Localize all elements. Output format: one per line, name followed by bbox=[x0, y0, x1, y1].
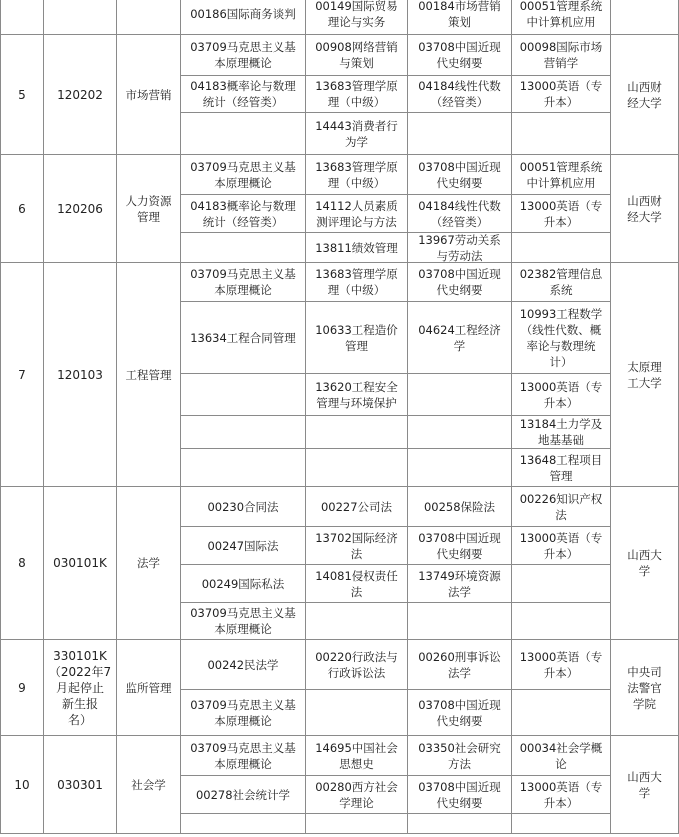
major-name-cell bbox=[117, 0, 181, 35]
course-cell: 00249国际私法 bbox=[181, 565, 306, 603]
index-cell: 8 bbox=[0, 487, 44, 640]
index-cell: 10 bbox=[0, 736, 44, 834]
course-cell: 13000英语（专 升本） bbox=[512, 776, 611, 814]
course-cell: 13683管理学原 理（中级） bbox=[306, 155, 408, 195]
course-cell bbox=[181, 233, 306, 263]
course-cell: 00227公司法 bbox=[306, 487, 408, 527]
course-cell bbox=[306, 449, 408, 487]
course-cell: 00186国际商务谈判 bbox=[181, 0, 306, 35]
course-cell: 03709马克思主义基 本原理概论 bbox=[181, 603, 306, 640]
course-cell: 00098国际市场 营销学 bbox=[512, 35, 611, 76]
course-cell: 13811绩效管理 bbox=[306, 233, 408, 263]
course-cell: 04184线性代数 （经管类） bbox=[408, 76, 512, 113]
course-cell bbox=[181, 416, 306, 449]
course-cell: 03708中国近现 代史纲要 bbox=[408, 155, 512, 195]
course-cell: 03708中国近现 代史纲要 bbox=[408, 527, 512, 565]
school-cell: 太原理 工大学 bbox=[611, 263, 679, 487]
course-cell: 00260刑事诉讼 法学 bbox=[408, 640, 512, 690]
course-cell: 14695中国社会 思想史 bbox=[306, 736, 408, 776]
course-cell: 03709马克思主义基 本原理概论 bbox=[181, 690, 306, 736]
course-cell bbox=[512, 233, 611, 263]
course-cell: 14081侵权责任 法 bbox=[306, 565, 408, 603]
major-code-cell: 330101K （2022年7 月起停止 新生报 名） bbox=[44, 640, 117, 736]
course-cell: 03350社会研究 方法 bbox=[408, 736, 512, 776]
course-cell: 03709马克思主义基 本原理概论 bbox=[181, 155, 306, 195]
course-cell: 03708中国近现 代史纲要 bbox=[408, 776, 512, 814]
course-cell: 03709马克思主义基 本原理概论 bbox=[181, 736, 306, 776]
course-cell: 13683管理学原 理（中级） bbox=[306, 76, 408, 113]
course-cell: 03708中国近现 代史纲要 bbox=[408, 690, 512, 736]
index-cell: 9 bbox=[0, 640, 44, 736]
course-cell bbox=[408, 374, 512, 416]
school-cell bbox=[611, 0, 679, 35]
major-name-cell: 监所管理 bbox=[117, 640, 181, 736]
index-cell: 5 bbox=[0, 35, 44, 155]
course-cell: 00051管理系统 中计算机应用 bbox=[512, 0, 611, 35]
course-cell: 13702国际经济 法 bbox=[306, 527, 408, 565]
course-cell bbox=[408, 416, 512, 449]
course-cell: 04184线性代数 （经管类） bbox=[408, 195, 512, 233]
course-cell: 13000英语（专 升本） bbox=[512, 374, 611, 416]
major-name-cell: 社会学 bbox=[117, 736, 181, 834]
course-cell: 00247国际法 bbox=[181, 527, 306, 565]
major-code-cell: 120202 bbox=[44, 35, 117, 155]
course-cell bbox=[181, 814, 306, 834]
school-cell: 山西大 学 bbox=[611, 487, 679, 640]
course-cell: 13620工程安全 管理与环境保护 bbox=[306, 374, 408, 416]
course-cell: 13634工程合同管理 bbox=[181, 302, 306, 374]
course-cell bbox=[181, 449, 306, 487]
major-name-cell: 法学 bbox=[117, 487, 181, 640]
course-cell: 13000英语（专 升本） bbox=[512, 527, 611, 565]
major-code-cell: 120206 bbox=[44, 155, 117, 263]
course-cell: 00278社会统计学 bbox=[181, 776, 306, 814]
course-cell: 13000英语（专 升本） bbox=[512, 76, 611, 113]
major-code-cell: 030101K bbox=[44, 487, 117, 640]
school-cell: 山西财 经大学 bbox=[611, 155, 679, 263]
course-cell: 14443消费者行 为学 bbox=[306, 113, 408, 155]
course-cell: 10993工程数学 （线性代数、概 率论与数理统 计） bbox=[512, 302, 611, 374]
index-cell: 7 bbox=[0, 263, 44, 487]
course-cell: 00242民法学 bbox=[181, 640, 306, 690]
course-cell bbox=[181, 374, 306, 416]
school-cell: 山西财 经大学 bbox=[611, 35, 679, 155]
course-cell bbox=[408, 603, 512, 640]
course-cell: 02382管理信息 系统 bbox=[512, 263, 611, 302]
course-cell: 03708中国近现 代史纲要 bbox=[408, 263, 512, 302]
major-code-cell: 120103 bbox=[44, 263, 117, 487]
major-code-cell: 030301 bbox=[44, 736, 117, 834]
course-cell: 00230合同法 bbox=[181, 487, 306, 527]
course-cell bbox=[512, 603, 611, 640]
course-cell: 04624工程经济 学 bbox=[408, 302, 512, 374]
course-cell: 13000英语（专 升本） bbox=[512, 195, 611, 233]
course-cell: 13749环境资源 法学 bbox=[408, 565, 512, 603]
major-code-cell bbox=[44, 0, 117, 35]
course-cell: 13683管理学原 理（中级） bbox=[306, 263, 408, 302]
course-cell: 00149国际贸易 理论与实务 bbox=[306, 0, 408, 35]
index-cell: 6 bbox=[0, 155, 44, 263]
course-cell: 14112人员素质 测评理论与方法 bbox=[306, 195, 408, 233]
course-cell bbox=[408, 814, 512, 834]
course-cell: 13000英语（专 升本） bbox=[512, 640, 611, 690]
course-cell: 10633工程造价 管理 bbox=[306, 302, 408, 374]
course-cell bbox=[306, 416, 408, 449]
course-cell: 03709马克思主义基 本原理概论 bbox=[181, 35, 306, 76]
major-name-cell: 工程管理 bbox=[117, 263, 181, 487]
course-cell: 03709马克思主义基 本原理概论 bbox=[181, 263, 306, 302]
course-cell: 00051管理系统 中计算机应用 bbox=[512, 155, 611, 195]
course-cell bbox=[306, 690, 408, 736]
course-cell bbox=[408, 113, 512, 155]
course-cell: 00258保险法 bbox=[408, 487, 512, 527]
course-cell bbox=[512, 565, 611, 603]
course-cell bbox=[306, 603, 408, 640]
course-cell: 00184市场营销 策划 bbox=[408, 0, 512, 35]
course-cell: 13648工程项目 管理 bbox=[512, 449, 611, 487]
course-cell: 03708中国近现 代史纲要 bbox=[408, 35, 512, 76]
course-cell: 00908网络营销 与策划 bbox=[306, 35, 408, 76]
school-cell: 中央司 法警官 学院 bbox=[611, 640, 679, 736]
course-cell bbox=[512, 113, 611, 155]
course-cell bbox=[181, 113, 306, 155]
course-cell: 00220行政法与 行政诉讼法 bbox=[306, 640, 408, 690]
course-cell bbox=[408, 449, 512, 487]
course-cell: 00280西方社会 学理论 bbox=[306, 776, 408, 814]
course-cell: 04183概率论与数理 统计（经管类） bbox=[181, 76, 306, 113]
course-cell bbox=[512, 814, 611, 834]
course-cell: 00034社会学概 论 bbox=[512, 736, 611, 776]
course-cell: 00226知识产权 法 bbox=[512, 487, 611, 527]
major-name-cell: 市场营销 bbox=[117, 35, 181, 155]
course-cell: 13967劳动关系 与劳动法 bbox=[408, 233, 512, 263]
course-cell: 04183概率论与数理 统计（经管类） bbox=[181, 195, 306, 233]
course-cell bbox=[512, 690, 611, 736]
course-cell bbox=[306, 814, 408, 834]
index-cell bbox=[0, 0, 44, 35]
major-name-cell: 人力资源 管理 bbox=[117, 155, 181, 263]
course-cell: 13184土力学及 地基基础 bbox=[512, 416, 611, 449]
school-cell: 山西大 学 bbox=[611, 736, 679, 834]
